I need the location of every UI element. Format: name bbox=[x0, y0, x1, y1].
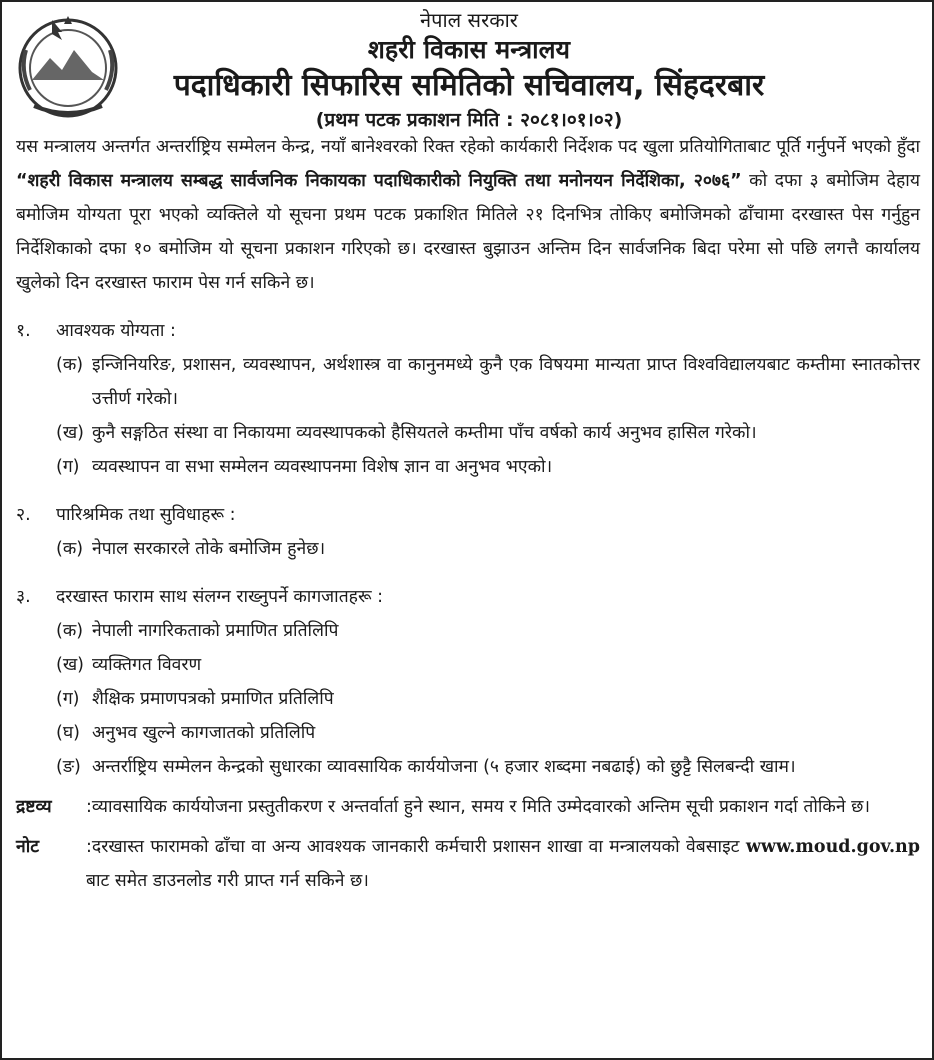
list-item bbox=[16, 416, 920, 450]
note-text-before: :दरखास्त फारामको ढाँचा वा अन्य आवश्यक जानकारी कर्मचारी प्रशासन शाखा वा मन्त्रालयको वेबसाइट bbox=[86, 837, 746, 857]
list-item bbox=[16, 716, 920, 750]
section-number: २. bbox=[16, 505, 31, 525]
item-text: नेपाल सरकारले तोके बमोजिम हुनेछ। bbox=[92, 539, 326, 559]
item-text: कुनै सङ्गठित संस्था वा निकायमा व्यवस्थापकको हैसियतले कम्तीमा पाँच वर्षको कार्य अनुभव हासिल गरेको। bbox=[92, 423, 757, 443]
item-text: इन्जिनियरिङ, प्रशासन, व्यवस्थापन, अर्थशास्त्र वा कानुनमध्ये कुनै एक विषयमा मान्यता प्राप्त विश्वविद्यालयबाट कम्तीमा स्नातकोत्तर उत्तीर्ण गरेको। bbox=[92, 355, 920, 409]
item-text: व्यक्तिगत विवरण bbox=[92, 655, 202, 675]
website-url: www.moud.gov.np bbox=[745, 837, 920, 857]
intro-paragraph bbox=[16, 130, 920, 300]
intro-text-part1: यस मन्त्रालय अन्तर्गत अन्तर्राष्ट्रिय सम्मेलन केन्द्र, नयाँ बानेश्वरको रिक्त रहेको कार्यकारी निर्देशक पद खुला प्रतियोगिताबाट पूर्ति गर्नुपर्ने भएको हुँदा bbox=[16, 137, 920, 157]
publication-date: (प्रथम पटक प्रकाशन मिति : २०८१।०१।०२) bbox=[315, 109, 623, 131]
list-item bbox=[16, 648, 920, 682]
item-text: नेपाली नागरिकताको प्रमाणित प्रतिलिपि bbox=[92, 621, 339, 641]
item-mark: (ग) bbox=[56, 689, 80, 709]
section-title: पारिश्रमिक तथा सुविधाहरू : bbox=[56, 505, 236, 525]
list-item bbox=[16, 682, 920, 716]
section-qualifications bbox=[16, 314, 920, 484]
note-label: द्रष्टव्य bbox=[16, 797, 52, 817]
item-text: शैक्षिक प्रमाणपत्रको प्रमाणित प्रतिलिपि bbox=[92, 689, 334, 709]
note-label: नोट bbox=[16, 837, 40, 857]
item-mark: (क) bbox=[56, 621, 84, 641]
ministry-name: शहरी विकास मन्त्रालय bbox=[367, 35, 571, 64]
note-text-after: बाट समेत डाउनलोड गरी प्राप्त गर्न सकिने छ। bbox=[86, 871, 369, 891]
section-title: आवश्यक योग्यता : bbox=[56, 321, 176, 341]
note-text bbox=[86, 830, 920, 898]
government-name: नेपाल सरकार bbox=[420, 8, 518, 32]
item-mark: (ङ) bbox=[56, 757, 81, 777]
section-remuneration bbox=[16, 498, 920, 566]
section-documents bbox=[16, 580, 920, 784]
item-mark: (ख) bbox=[56, 423, 84, 443]
item-text: व्यवस्थापन वा सभा सम्मेलन व्यवस्थापनमा विशेष ज्ञान वा अनुभव भएको। bbox=[92, 457, 553, 477]
list-item bbox=[16, 532, 920, 566]
secretariat-name: पदाधिकारी सिफारिस समितिको सचिवालय, सिंहदरबार bbox=[173, 68, 765, 103]
list-item bbox=[16, 450, 920, 484]
notice-body bbox=[16, 130, 920, 898]
item-text: अनुभव खुल्ने कागजातको प्रतिलिपि bbox=[92, 723, 316, 743]
item-text: अन्तर्राष्ट्रिय सम्मेलन केन्द्रको सुधारका व्यावसायिक कार्ययोजना (५ हजार शब्दमा नबढाई) को छुट्टै सिलबन्दी खाम। bbox=[92, 757, 796, 777]
list-item bbox=[16, 348, 920, 416]
note-remark bbox=[16, 790, 920, 824]
note-website bbox=[16, 830, 920, 898]
list-item bbox=[16, 614, 920, 648]
directive-title: “शहरी विकास मन्त्रालय सम्बद्ध सार्वजनिक निकायका पदाधिकारीको नियुक्ति तथा मनोनयन निर्देशिका, २०७६” bbox=[16, 171, 742, 191]
item-mark: (क) bbox=[56, 539, 84, 559]
section-title: दरखास्त फाराम साथ संलग्न राख्नुपर्ने कागजातहरू : bbox=[56, 587, 384, 607]
item-mark: (घ) bbox=[56, 723, 80, 743]
item-mark: (क) bbox=[56, 355, 84, 375]
notice-header bbox=[2, 6, 934, 134]
section-number: ३. bbox=[16, 587, 31, 607]
item-mark: (ग) bbox=[56, 457, 80, 477]
list-item bbox=[16, 750, 920, 784]
note-text: :व्यावसायिक कार्ययोजना प्रस्तुतीकरण र अन्तर्वार्ता हुने स्थान, समय र मिति उम्मेदवारको अन्तिम सूची प्रकाशन गर्दा तोकिने छ। bbox=[86, 797, 871, 817]
intro-text-part2: को दफा ३ बमोजिम देहाय बमोजिम योग्यता पूरा भएको व्यक्तिले यो सूचना प्रथम पटक प्रकाशित मितिले २१ दिनभित्र तोकिए बमोजिमको ढाँचामा दरखास्त पेस गर्नुहुन निर्देशिकाको दफा १० बमोजिम यो सूचना प्रकाशन गरिएको छ। दरखास्त बुझाउन अन्तिम दिन सार्वजनिक बिदा परेमा सो पछि लगत्तै कार्यालय खुलेको दिन दरखास्त फाराम पेस गर्न सकिने छ। bbox=[16, 171, 920, 293]
section-number: १. bbox=[16, 321, 31, 341]
item-mark: (ख) bbox=[56, 655, 84, 675]
